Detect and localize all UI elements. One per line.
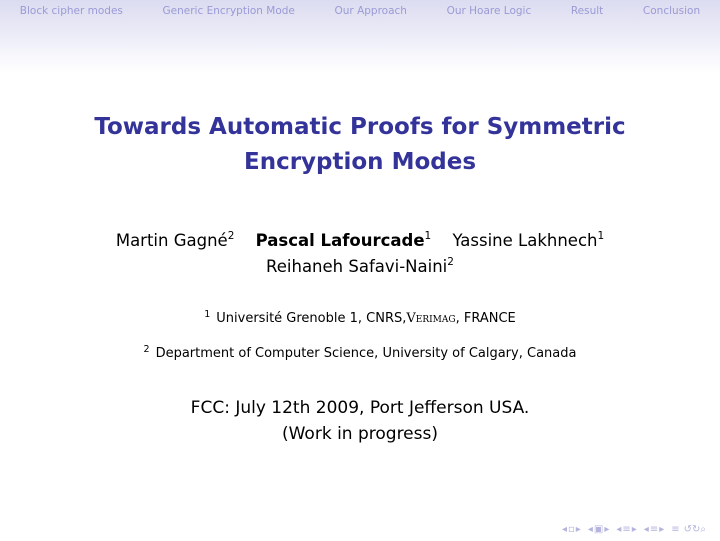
- institution-number: 1: [204, 309, 211, 320]
- nav-block-cipher-modes[interactable]: Block cipher modes: [19, 5, 123, 17]
- subsection-icon[interactable]: ▣: [593, 524, 604, 535]
- beamer-navigation-controls: [562, 524, 706, 535]
- presentation-title: [0, 110, 720, 180]
- nav-conclusion[interactable]: Conclusion: [642, 5, 701, 17]
- institution-text: Department of Computer Science, University of Calgary, Canada: [155, 346, 577, 361]
- nav-our-hoare-logic[interactable]: Our Hoare Logic: [446, 5, 532, 17]
- institution-2: [0, 346, 720, 361]
- author-name: Reihaneh Safavi-Naini: [266, 257, 448, 276]
- frame-nav-group: [562, 524, 581, 535]
- next-document-icon[interactable]: ▸: [659, 524, 665, 535]
- document-icon[interactable]: ≡: [649, 524, 659, 535]
- prev-frame-icon[interactable]: ◂: [561, 524, 568, 535]
- institution-text: Université Grenoble 1, CNRS,: [216, 311, 407, 326]
- prev-section-icon[interactable]: ◂: [616, 524, 622, 535]
- author-lakhnech: [452, 228, 604, 254]
- frame-icon[interactable]: ▫: [568, 524, 575, 535]
- next-frame-icon[interactable]: ▸: [575, 524, 581, 535]
- affiliation-mark: 1: [597, 230, 605, 242]
- affiliation-mark: 1: [424, 230, 432, 242]
- institution-number: 2: [143, 344, 150, 355]
- author-gagne: [116, 228, 235, 254]
- title-line-2: Encryption Modes: [243, 149, 477, 175]
- subsection-nav-group: [588, 524, 610, 535]
- author-name: Pascal Lafourcade: [255, 231, 425, 250]
- lab-name: Verimag: [406, 311, 456, 326]
- author-line-2: [0, 254, 720, 280]
- institution-1: [0, 311, 720, 326]
- section-nav-group: [616, 524, 636, 535]
- next-subsection-icon[interactable]: ▸: [604, 524, 610, 535]
- affiliation-mark: 2: [447, 256, 454, 268]
- prev-subsection-icon[interactable]: ◂: [587, 524, 593, 535]
- author-line-1: [0, 228, 720, 254]
- author-lafourcade: [256, 228, 432, 254]
- author-safavi-naini: [266, 254, 454, 280]
- author-name: Martin Gagné: [115, 231, 228, 250]
- conference-info: [0, 395, 720, 447]
- author-list: [0, 228, 720, 280]
- next-section-icon[interactable]: ▸: [631, 524, 637, 535]
- document-nav-group: [644, 524, 664, 535]
- section-navbar: [0, 0, 720, 22]
- affiliation-mark: 2: [227, 230, 235, 242]
- align-icon[interactable]: ≡: [671, 524, 680, 535]
- conference-line: FCC: July 12th 2009, Port Jefferson USA.: [190, 398, 530, 418]
- search-icon[interactable]: ↺↻⌕: [683, 524, 706, 535]
- author-name: Yassine Lakhnech: [452, 231, 598, 250]
- nav-generic-encryption-mode[interactable]: Generic Encryption Mode: [162, 5, 295, 17]
- institution-country: , FRANCE: [455, 311, 516, 326]
- work-in-progress-note: (Work in progress): [281, 424, 438, 444]
- nav-result[interactable]: Result: [570, 5, 604, 17]
- nav-our-approach[interactable]: Our Approach: [334, 5, 407, 17]
- title-line-1: Towards Automatic Proofs for Symmetric: [94, 114, 626, 140]
- prev-document-icon[interactable]: ◂: [643, 524, 649, 535]
- section-icon[interactable]: ≡: [622, 524, 631, 535]
